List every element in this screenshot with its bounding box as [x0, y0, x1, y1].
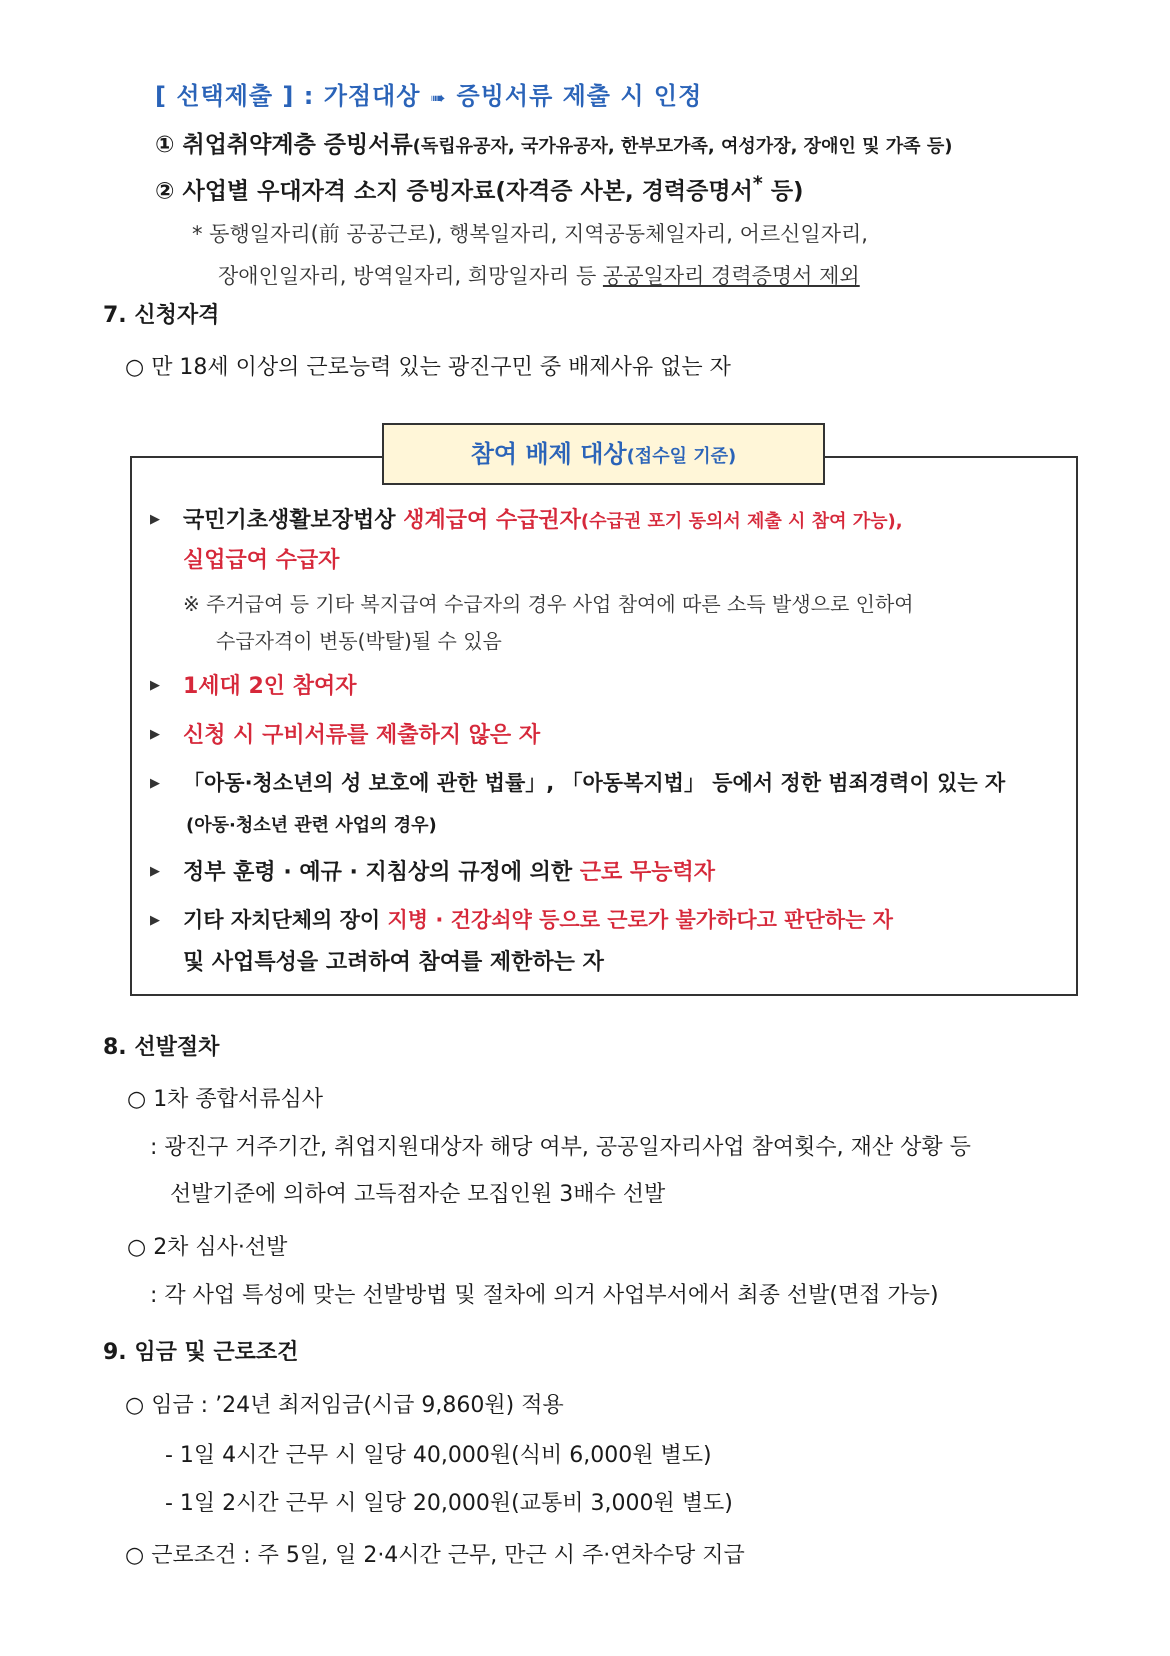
- section8-step2-desc: : 각 사업 특성에 맞는 선발방법 및 절차에 의거 사업부서에서 최종 선발(면접 가능): [150, 1283, 939, 1308]
- exclusion-item-2: 1세대 2인 참여자: [183, 674, 357, 699]
- selective-footnote-line1: * 동행일자리(前 공공근로), 행복일자리, 지역공동체일자리, 어르신일자리,: [192, 222, 868, 246]
- exclusion-box-title: 참여 배제 대상(접수일 기준): [382, 423, 825, 485]
- exclusion-item-1-cont: 실업급여 수급자: [183, 548, 340, 573]
- exclusion-item-4: 「아동·청소년의 성 보호에 관한 법률」, 「아동복지법」 등에서 정한 범죄경력이 있는 자: [183, 771, 1006, 795]
- section9-conditions: ○ 근로조건 : 주 5일, 일 2·4시간 근무, 만근 시 주·연차수당 지급: [125, 1543, 745, 1568]
- section9-wage-2h: - 1일 2시간 근무 시 일당 20,000원(교통비 3,000원 별도): [165, 1491, 733, 1516]
- section9-wage-4h: - 1일 4시간 근무 시 일당 40,000원(식비 6,000원 별도): [165, 1443, 712, 1468]
- section8-title: 8. 선발절차: [103, 1035, 220, 1060]
- selective-item-1: ① 취업취약계층 증빙서류(독립유공자, 국가유공자, 한부모가족, 여성가장, 장애인 및 가족 등): [155, 132, 953, 158]
- exclusion-note-line2: 수급자격이 변동(박탈)될 수 있음: [216, 629, 502, 653]
- selective-item-2: ② 사업별 우대자격 소지 증빙자료(자격증 사본, 경력증명서* 등): [155, 172, 804, 205]
- section7-eligibility: ○ 만 18세 이상의 근로능력 있는 광진구민 중 배제사유 없는 자: [125, 355, 731, 380]
- arrow-icon: ➠: [430, 88, 447, 109]
- section8-step1: ○ 1차 종합서류심사: [127, 1087, 323, 1112]
- section7-title: 7. 신청자격: [103, 303, 220, 328]
- bullet-icon: ▶: [150, 727, 160, 742]
- section8-step1-desc2: 선발기준에 의하여 고득점자순 모집인원 3배수 선발: [170, 1182, 666, 1207]
- exclusion-item-6-cont: 및 사업특성을 고려하여 참여를 제한하는 자: [183, 950, 604, 975]
- bullet-icon: ▶: [150, 913, 160, 928]
- exclusion-item-1: 국민기초생활보장법상 생계급여 수급권자(수급권 포기 동의서 제출 시 참여 가능),: [183, 508, 903, 533]
- exclusion-note-line1: ※ 주거급여 등 기타 복지급여 수급자의 경우 사업 참여에 따른 소득 발생으로 인하여: [183, 592, 914, 616]
- selective-footnote-line2: 장애인일자리, 방역일자리, 희망일자리 등 공공일자리 경력증명서 제외: [218, 264, 860, 288]
- section8-step1-desc1: : 광진구 거주기간, 취업지원대상자 해당 여부, 공공일자리사업 참여횟수, 재산 상황 등: [150, 1135, 971, 1160]
- exclusion-item-5: 정부 훈령 · 예규 · 지침상의 규정에 의한 근로 무능력자: [183, 860, 715, 885]
- exclusion-item-6: 기타 자치단체의 장이 지병 · 건강쇠약 등으로 근로가 불가하다고 판단하는 자: [183, 908, 893, 932]
- bullet-icon: ▶: [150, 864, 160, 879]
- exclusion-item-4-sub: (아동·청소년 관련 사업의 경우): [186, 815, 437, 836]
- section8-step2: ○ 2차 심사·선발: [127, 1235, 288, 1260]
- section9-title: 9. 임금 및 근로조건: [103, 1340, 299, 1365]
- section9-wage: ○ 임금 : ’24년 최저임금(시급 9,860원) 적용: [125, 1393, 564, 1418]
- bullet-icon: ▶: [150, 678, 160, 693]
- exclusion-item-3: 신청 시 구비서류를 제출하지 않은 자: [183, 723, 541, 748]
- bullet-icon: ▶: [150, 776, 160, 791]
- selective-heading: [ 선택제출 ] : 가점대상 ➠ 증빙서류 제출 시 인정: [155, 82, 703, 110]
- bullet-icon: ▶: [150, 512, 160, 527]
